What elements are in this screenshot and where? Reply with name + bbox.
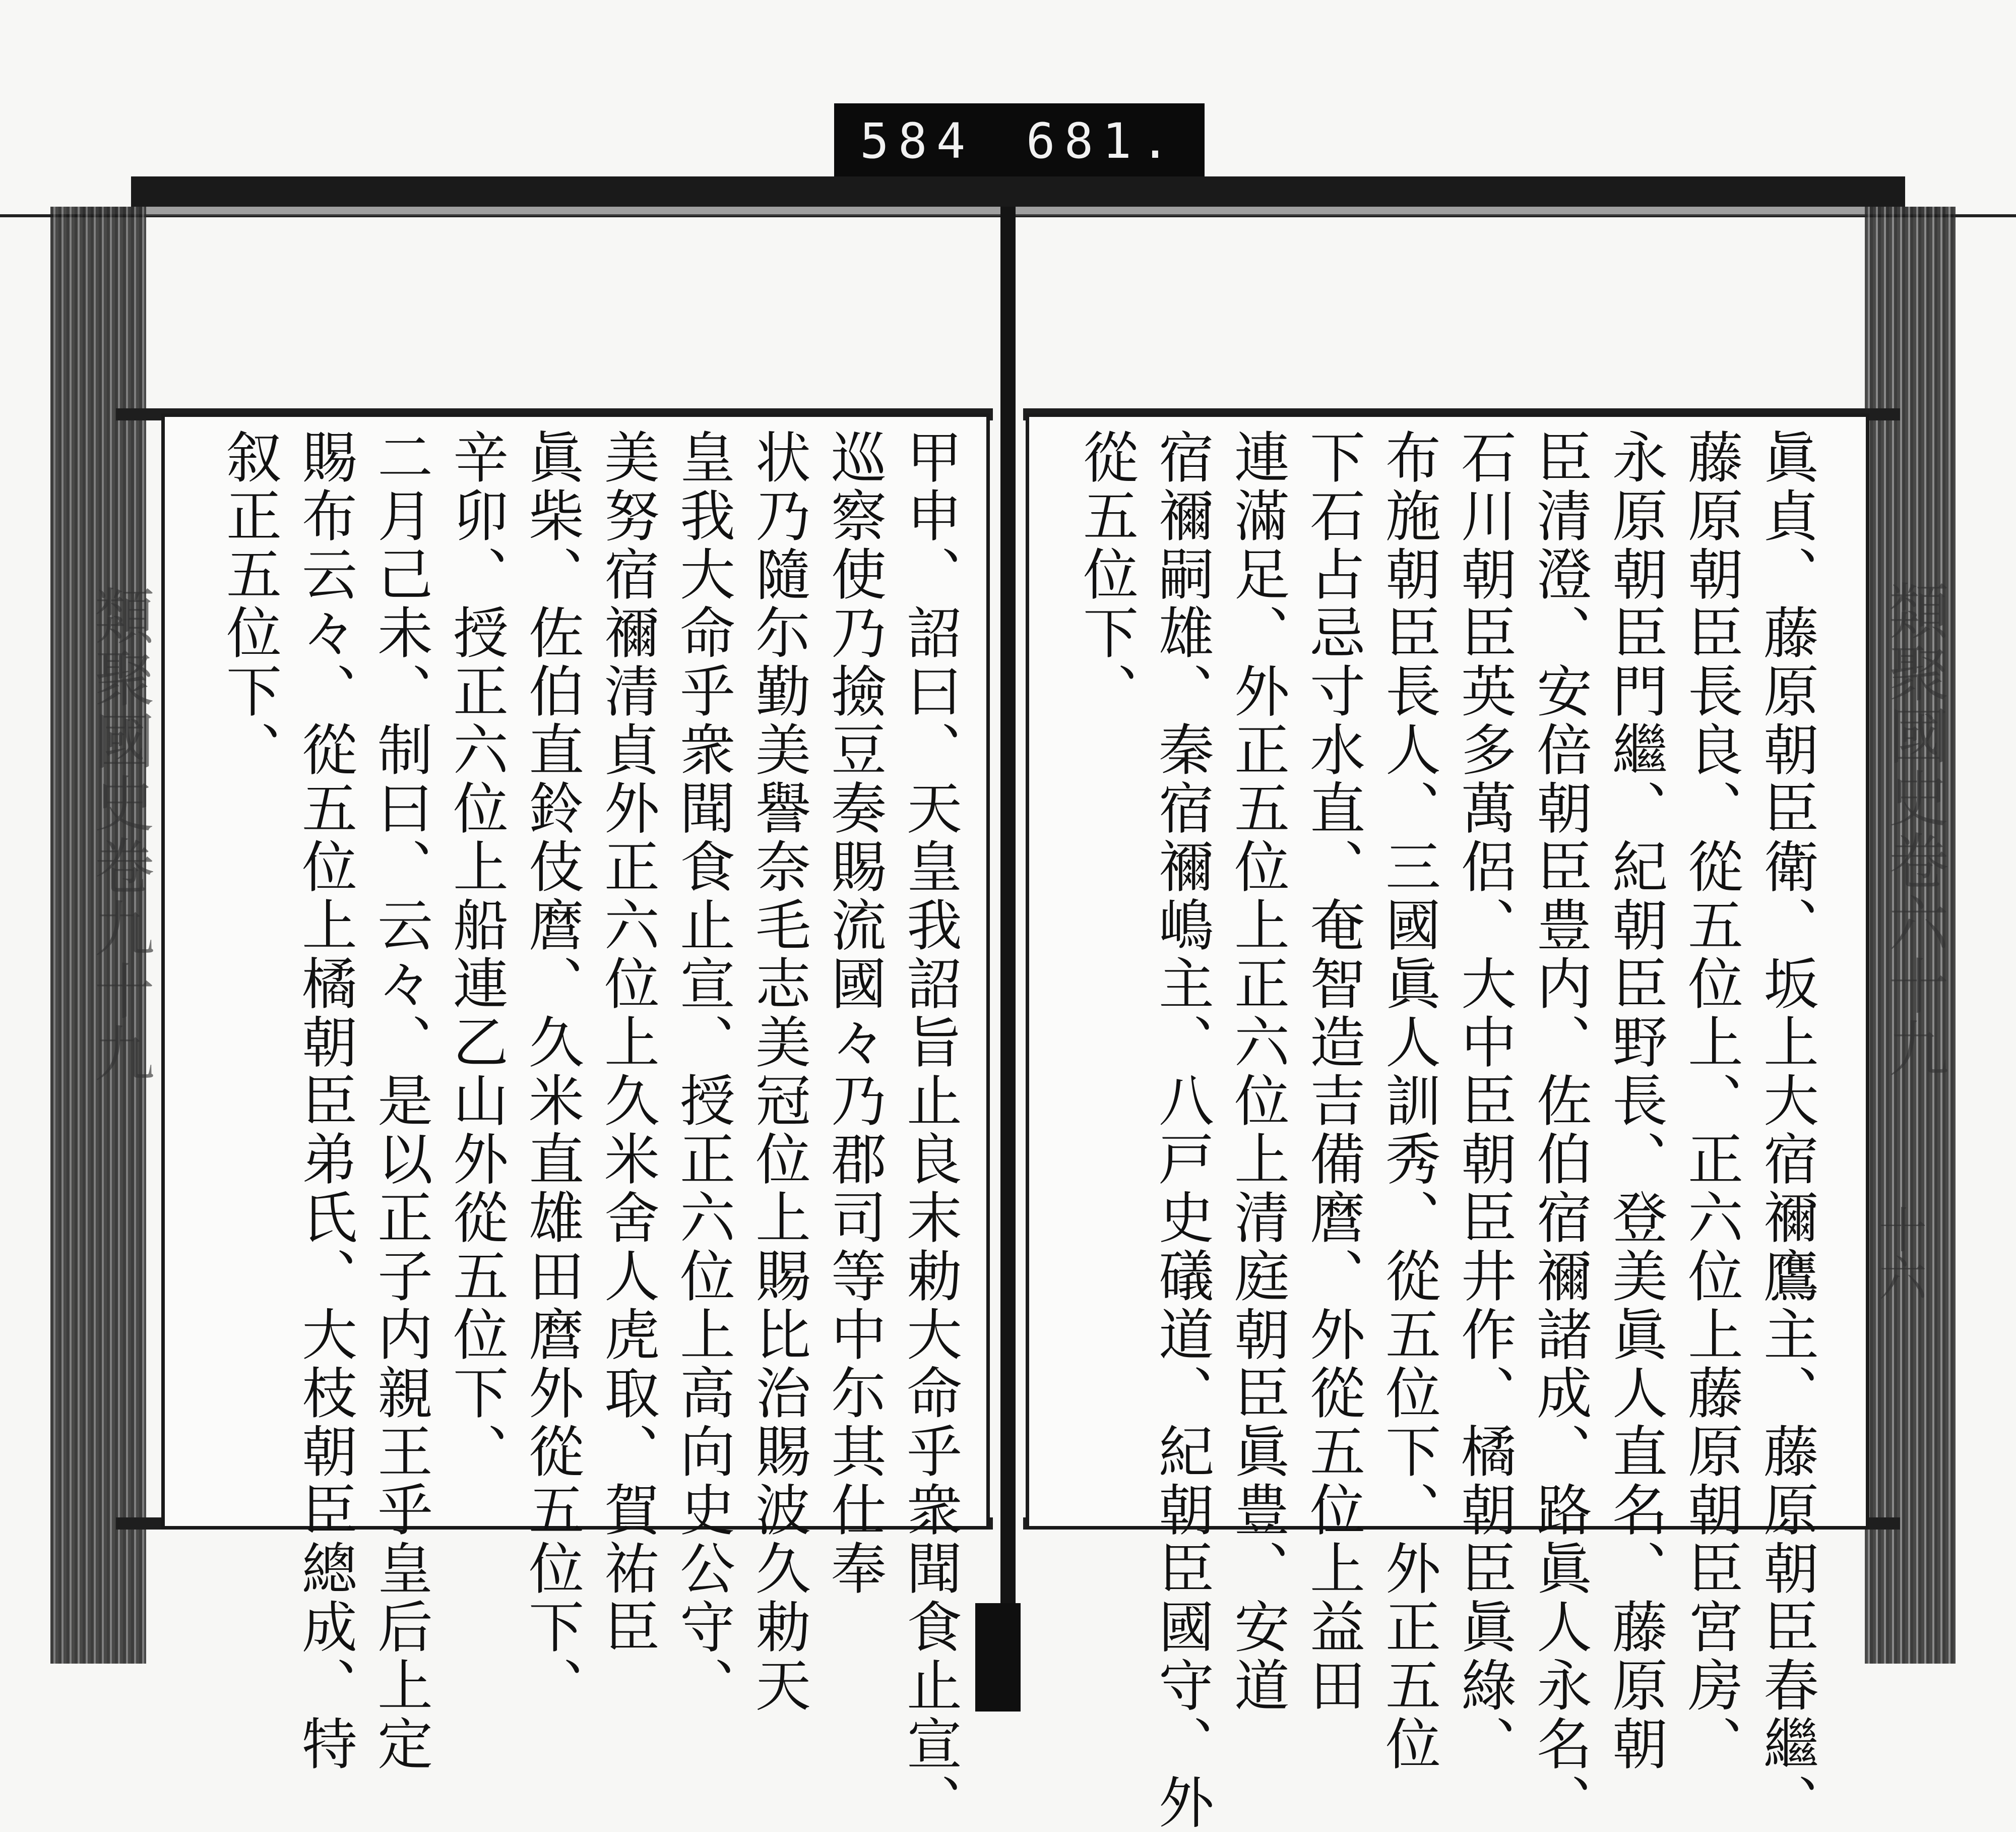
left-page-column: 眞柴、佐伯直鈴伎麿、久米直雄田麿外從五位下、 [520, 429, 584, 1715]
right-page-column: 永原朝臣門繼、紀朝臣野長、登美眞人直名、藤原朝 [1603, 429, 1668, 1774]
right-page-running-head: 類聚國史卷六十九 [1878, 580, 1948, 1080]
stamp-right-number: 681. [1026, 113, 1179, 169]
right-page-column: 下石占忌寸水直、奄智造吉備麿、外從五位上益田 [1301, 429, 1365, 1715]
right-page-column: 布施朝臣長人、三國眞人訓秀、從五位下、外正五位 [1376, 429, 1441, 1774]
left-page-column: 辛卯、授正六位上船連乙山外從五位下、 [444, 429, 509, 1481]
left-page-column: 美努宿禰清貞外正六位上久米舍人虎取、賀祐臣 [595, 429, 660, 1657]
left-page-column: 賜布云々、從五位上橘朝臣弟氏、大枝朝臣總成、特 [293, 429, 357, 1774]
book-top-edge [131, 176, 1905, 207]
book-gutter [1000, 207, 1016, 1669]
page-number-stamp [834, 103, 1205, 179]
book-gutter-foot [975, 1603, 1021, 1712]
left-page-running-head: 類聚國史卷九十九 [84, 585, 154, 1085]
left-page-column: 巡察使乃撿豆奏賜流國々乃郡司等中尓其仕奉 [822, 429, 887, 1598]
stamp-left-number: 584 [860, 113, 975, 169]
left-page-column: 皇我大命乎衆聞食止宣、授正六位上高向史公守、 [671, 429, 735, 1715]
left-page-column: 叙正五位下、 [217, 429, 282, 779]
left-page-column: 状乃隨尓勤美譽奈毛志美冠位上賜比治賜波久勅天 [746, 429, 811, 1715]
right-page-column: 連滿足、外正五位上正六位上清庭朝臣眞豊、安道 [1225, 429, 1290, 1715]
right-page-column: 臣清澄、安倍朝臣豊内、佐伯宿禰諸成、路眞人永名、 [1528, 429, 1592, 1832]
right-page-column: 眞貞、藤原朝臣衛、坂上大宿禰鷹主、藤原朝臣春繼、 [1754, 429, 1819, 1832]
right-page-column: 石川朝臣英多萬侶、大中臣朝臣井作、橘朝臣眞綠、 [1452, 429, 1517, 1774]
right-page-column: 宿禰嗣雄、秦宿禰嶋主、八戸史礒道、紀朝臣國守、外 [1150, 429, 1214, 1832]
right-page-column: 從五位下、 [1074, 429, 1139, 721]
left-page-column: 甲申、詔曰、天皇我詔旨止良末勅大命乎衆聞食止宣、 [898, 429, 962, 1832]
right-page-column: 藤原朝臣長良、從五位上、正六位上藤原朝臣宮房、 [1679, 429, 1743, 1774]
right-page-folio: 十六 [1871, 1205, 1927, 1302]
left-page-column: 二月己未、制曰、云々、是以正子内親王乎皇后上定 [368, 429, 433, 1774]
